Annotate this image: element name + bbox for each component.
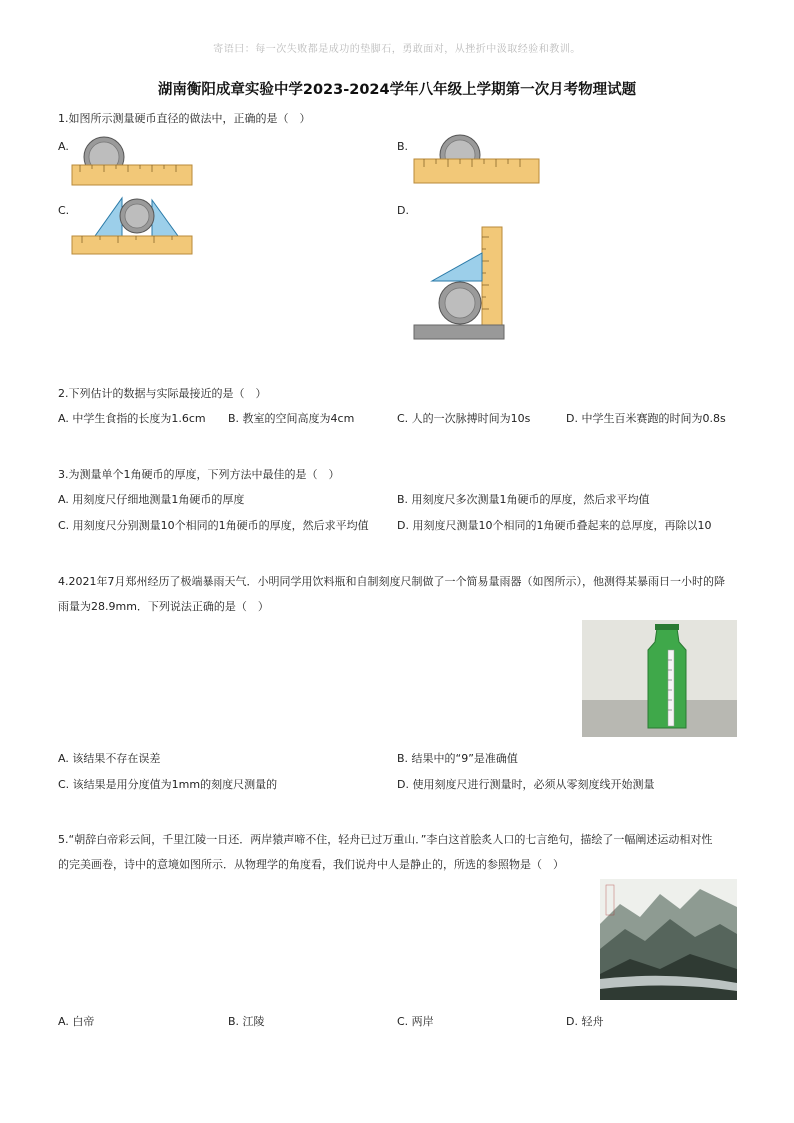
question-3-stem: 3.为测量单个1角硬币的厚度，下列方法中最佳的是（ ） — [58, 468, 340, 481]
figure-c-coin-with-triangles — [70, 196, 195, 256]
q3-option-c: C. 用刻度尺分别测量10个相同的1角硬币的厚度，然后求平均值 — [58, 519, 369, 532]
question-4-stem-line2: 雨量为28.9mm．下列说法正确的是（ ） — [58, 600, 269, 613]
q2-option-c: C. 人的一次脉搏时间为10s — [397, 412, 531, 425]
figure-d-coin-with-ruler-and-triangle — [412, 225, 507, 343]
q4-option-a: A. 该结果不存在误差 — [58, 752, 161, 765]
q1-label-c: C. — [58, 204, 70, 217]
q2-option-a: A. 中学生食指的长度为1.6cm — [58, 412, 206, 425]
q1-label-a: A. — [58, 140, 69, 153]
q5-option-b: B. 江陵 — [228, 1015, 265, 1028]
landscape-painting-image — [600, 879, 737, 1000]
figure-b-coin-on-ruler — [412, 135, 542, 190]
motto-text: 寄语曰：每一次失败都是成功的垫脚石，勇敢面对，从挫折中汲取经验和教训。 — [213, 44, 581, 55]
q1-label-d: D. — [397, 204, 409, 217]
question-4-stem-line1: 4.2021年7月郑州经历了极端暴雨天气．小明同学用饮料瓶和自制刻度尺制做了一个简易量雨器（如图所示），他测得某暴雨日一小时的降 — [58, 575, 725, 588]
page-title: 湖南衡阳成章实验中学2023-2024学年八年级上学期第一次月考物理试题 — [157, 82, 637, 98]
q5-option-d: D. 轻舟 — [566, 1015, 604, 1028]
q3-option-d: D. 用刻度尺测量10个相同的1角硬币叠起来的总厚度，再除以10 — [397, 519, 712, 532]
question-1-stem: 1.如图所示测量硬币直径的做法中，正确的是（ ） — [58, 112, 311, 125]
q4-option-b: B. 结果中的“9”是准确值 — [397, 752, 518, 765]
q3-option-a: A. 用刻度尺仔细地测量1角硬币的厚度 — [58, 493, 245, 506]
q2-option-d: D. 中学生百米赛跑的时间为0.8s — [566, 412, 726, 425]
q1-label-b: B. — [397, 140, 409, 153]
question-5-stem-line2: 的完美画卷，诗中的意境如图所示．从物理学的角度看，我们说舟中人是静止的，所选的参照物是（ ） — [58, 858, 564, 871]
q3-option-b: B. 用刻度尺多次测量1角硬币的厚度，然后求平均值 — [397, 493, 650, 506]
q4-option-c: C. 该结果是用分度值为1mm的刻度尺测量的 — [58, 778, 278, 791]
q5-option-a: A. 白帝 — [58, 1015, 95, 1028]
q4-option-d: D. 使用刻度尺进行测量时，必须从零刻度线开始测量 — [397, 778, 655, 791]
figure-a-coin-on-ruler — [70, 135, 195, 190]
rain-gauge-bottle-photo — [582, 620, 737, 737]
question-5-stem-line1: 5.“朝辞白帝彩云间，千里江陵一日还．两岸猿声啼不住，轻舟已过万重山．”李白这首脍炙人口的七言绝句，描绘了一幅阐述运动相对性 — [58, 833, 713, 846]
q5-option-c: C. 两岸 — [397, 1015, 434, 1028]
question-2-stem: 2.下列估计的数据与实际最接近的是（ ） — [58, 387, 267, 400]
q2-option-b: B. 教室的空间高度为4cm — [228, 412, 355, 425]
